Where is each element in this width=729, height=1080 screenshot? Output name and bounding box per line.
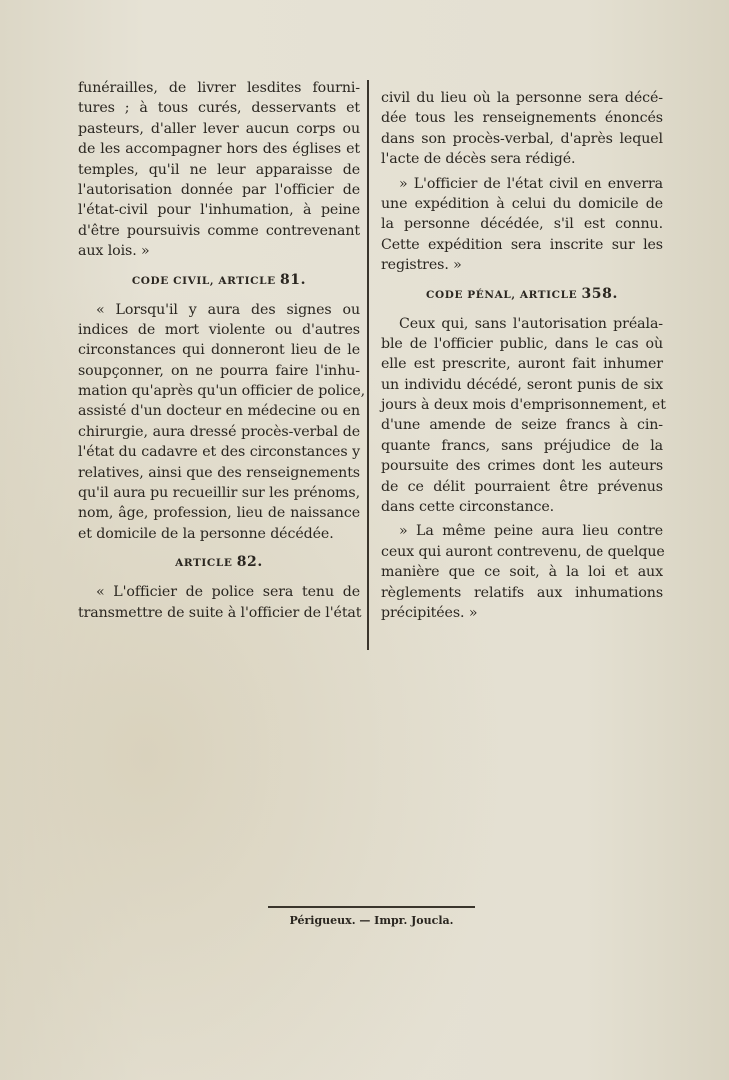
column-divider: [367, 80, 369, 650]
text-line: et domicile de la personne décédée.: [78, 525, 334, 542]
footer-rule: [268, 906, 475, 908]
text-line: mation qu'après qu'un officier de police,: [78, 383, 366, 400]
text-line: l'autorisation donnée par l'officier de: [78, 181, 360, 198]
paragraph: [381, 521, 663, 623]
text-line: l'acte de décès sera rédigé.: [381, 151, 576, 168]
text-line: relatives, ainsi que des renseignements: [78, 464, 360, 481]
text-line: qu'il aura pu recueillir sur les prénoms,: [78, 485, 360, 502]
text-line: l'état du cadavre et des circonstances y: [78, 444, 360, 461]
section-heading: [78, 270, 360, 291]
text-line: dans cette circonstance.: [381, 499, 555, 516]
text-line: l'état-civil pour l'inhumation, à peine: [78, 202, 360, 219]
text-line: jours à deux mois d'emprisonnement, et: [381, 397, 666, 414]
paragraph: [381, 174, 663, 276]
text-line: registres. »: [381, 257, 462, 274]
heading-number: 358.: [581, 285, 618, 302]
text-line: ble de l'officier public, dans le cas où: [381, 335, 663, 352]
section-heading: [78, 552, 360, 573]
section-heading: [381, 284, 663, 305]
printer-imprint: Périgueux. — Impr. Joucla.: [289, 914, 454, 927]
text-line: elle est prescrite, auront fait inhumer: [381, 356, 663, 373]
text-line: une expédition à celui du domicile de: [381, 195, 663, 212]
text-line: Cette expédition sera inscrite sur les: [381, 236, 663, 253]
text-line: nom, âge, profession, lieu de naissance: [78, 505, 360, 522]
text-line: aux lois. »: [78, 243, 150, 260]
text-line: d'être poursuivis comme contrevenant: [78, 222, 360, 239]
paragraph: [78, 300, 366, 545]
text-line: de les accompagner hors des églises et: [78, 141, 360, 158]
right-column: [381, 88, 666, 623]
text-line: précipitées. »: [381, 604, 478, 621]
text-line: un individu décédé, seront punis de six: [381, 376, 663, 393]
text-line: manière que ce soit, à la loi et aux: [381, 564, 663, 581]
text-line: ceux qui auront contrevenu, de quelque: [381, 543, 665, 560]
text-line: « Lorsqu'il y aura des signes ou: [96, 301, 360, 318]
paragraph: [78, 582, 360, 623]
heading-label: CODE CIVIL, ARTICLE: [131, 274, 276, 287]
text-line: « L'officier de police sera tenu de: [96, 584, 360, 601]
text-line: Ceux qui, sans l'autorisation préala-: [399, 315, 663, 332]
paragraph: [381, 314, 666, 518]
heading-label: CODE PÉNAL, ARTICLE: [426, 288, 578, 301]
text-line: temples, qu'il ne leur apparaisse de: [78, 161, 360, 178]
text-line: indices de mort violente ou d'autres: [78, 321, 360, 338]
heading-label: ARTICLE: [175, 557, 233, 570]
text-line: transmettre de suite à l'officier de l'état: [78, 604, 362, 621]
text-line: circonstances qui donneront lieu de le: [78, 342, 360, 359]
text-line: funérailles, de livrer lesdites fourni-: [78, 80, 360, 96]
text-line: dans son procès-verbal, d'après lequel: [381, 130, 663, 147]
left-column: [78, 78, 366, 623]
text-line: dée tous les renseignements énoncés: [381, 110, 663, 127]
text-line: pasteurs, d'aller lever aucun corps ou: [78, 120, 360, 137]
text-line: » La même peine aura lieu contre: [399, 523, 663, 540]
text-line: » L'officier de l'état civil en enverra: [399, 175, 663, 192]
text-line: tures ; à tous curés, desservants et: [78, 100, 360, 117]
text-line: règlements relatifs aux inhumations: [381, 584, 663, 601]
text-line: quante francs, sans préjudice de la: [381, 437, 663, 454]
text-line: civil du lieu où la personne sera décé-: [381, 90, 663, 106]
text-line: d'une amende de seize francs à cin-: [381, 417, 663, 434]
paragraph: [78, 78, 360, 262]
paragraph: [381, 88, 663, 170]
text-line: de ce délit pourraient être prévenus: [381, 478, 663, 495]
text-line: la personne décédée, s'il est connu.: [381, 216, 663, 233]
text-line: soupçonner, on ne pourra faire l'inhu-: [78, 362, 360, 379]
text-line: chirurgie, aura dressé procès-verbal de: [78, 423, 360, 440]
heading-number: 81.: [279, 271, 307, 288]
text-line: assisté d'un docteur en médecine ou en: [78, 403, 360, 420]
heading-number: 82.: [236, 554, 263, 571]
text-line: poursuite des crimes dont les auteurs: [381, 458, 663, 475]
